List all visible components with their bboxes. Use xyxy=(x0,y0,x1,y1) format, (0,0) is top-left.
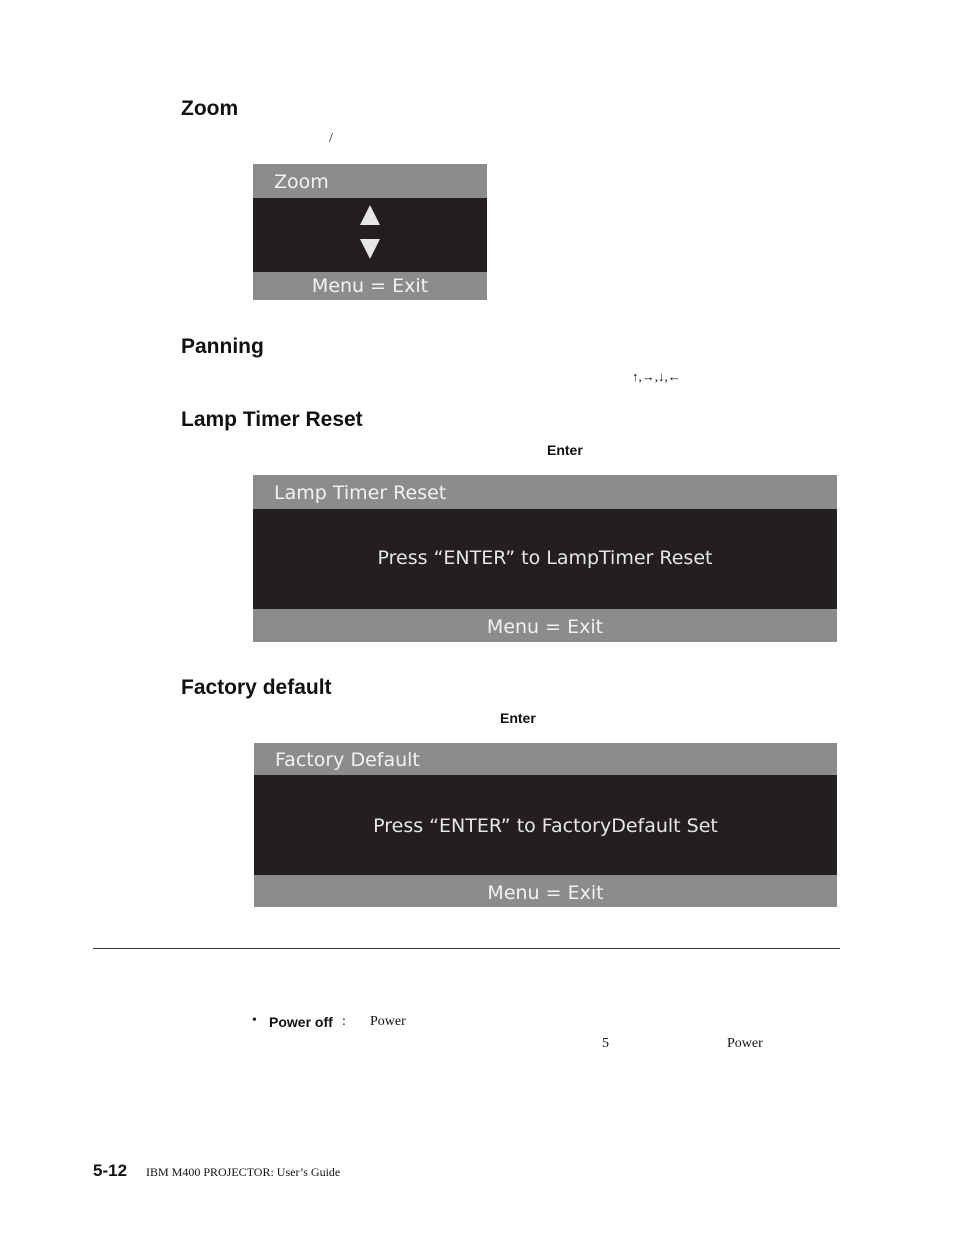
factory-enter-key-label: Enter xyxy=(500,710,536,726)
factory-default-heading: Factory default xyxy=(181,676,332,699)
lamp-timer-osd-message: Press “ENTER” to LampTimer Reset xyxy=(377,547,713,569)
factory-default-osd-footer: Menu = Exit xyxy=(254,875,837,907)
lamp-timer-osd-footer: Menu = Exit xyxy=(253,609,837,642)
down-arrow-icon xyxy=(360,239,380,259)
power-off-colon: : xyxy=(342,1014,346,1029)
factory-default-osd-title: Factory Default xyxy=(254,743,837,775)
zoom-osd-panel xyxy=(253,164,487,300)
wait-seconds-number: 5 xyxy=(602,1036,609,1051)
power-off-term: Power off xyxy=(269,1014,333,1030)
lamp-timer-osd-title: Lamp Timer Reset xyxy=(253,475,837,509)
page-number: 5-12 xyxy=(93,1161,128,1180)
power-word-2: Power xyxy=(727,1036,763,1051)
section-divider xyxy=(93,948,840,949)
zoom-heading: Zoom xyxy=(181,97,239,120)
factory-default-osd-message: Press “ENTER” to FactoryDefault Set xyxy=(373,815,718,837)
guide-title: IBM M400 PROJECTOR: User’s Guide xyxy=(146,1165,341,1179)
lamp-enter-key-label: Enter xyxy=(547,442,583,458)
zoom-slash-text: / xyxy=(329,131,333,146)
panning-heading: Panning xyxy=(181,335,264,358)
zoom-osd-footer: Menu = Exit xyxy=(253,272,487,300)
lamp-timer-reset-heading: Lamp Timer Reset xyxy=(181,408,363,431)
power-word-1: Power xyxy=(370,1014,406,1029)
lamp-timer-osd-panel xyxy=(253,475,837,642)
up-arrow-icon xyxy=(360,205,380,225)
panning-arrow-keys: ↑,→,↓,← xyxy=(632,369,681,384)
factory-default-osd-panel xyxy=(254,743,837,907)
power-off-bullet: • xyxy=(252,1013,257,1028)
zoom-osd-title: Zoom xyxy=(253,164,487,198)
